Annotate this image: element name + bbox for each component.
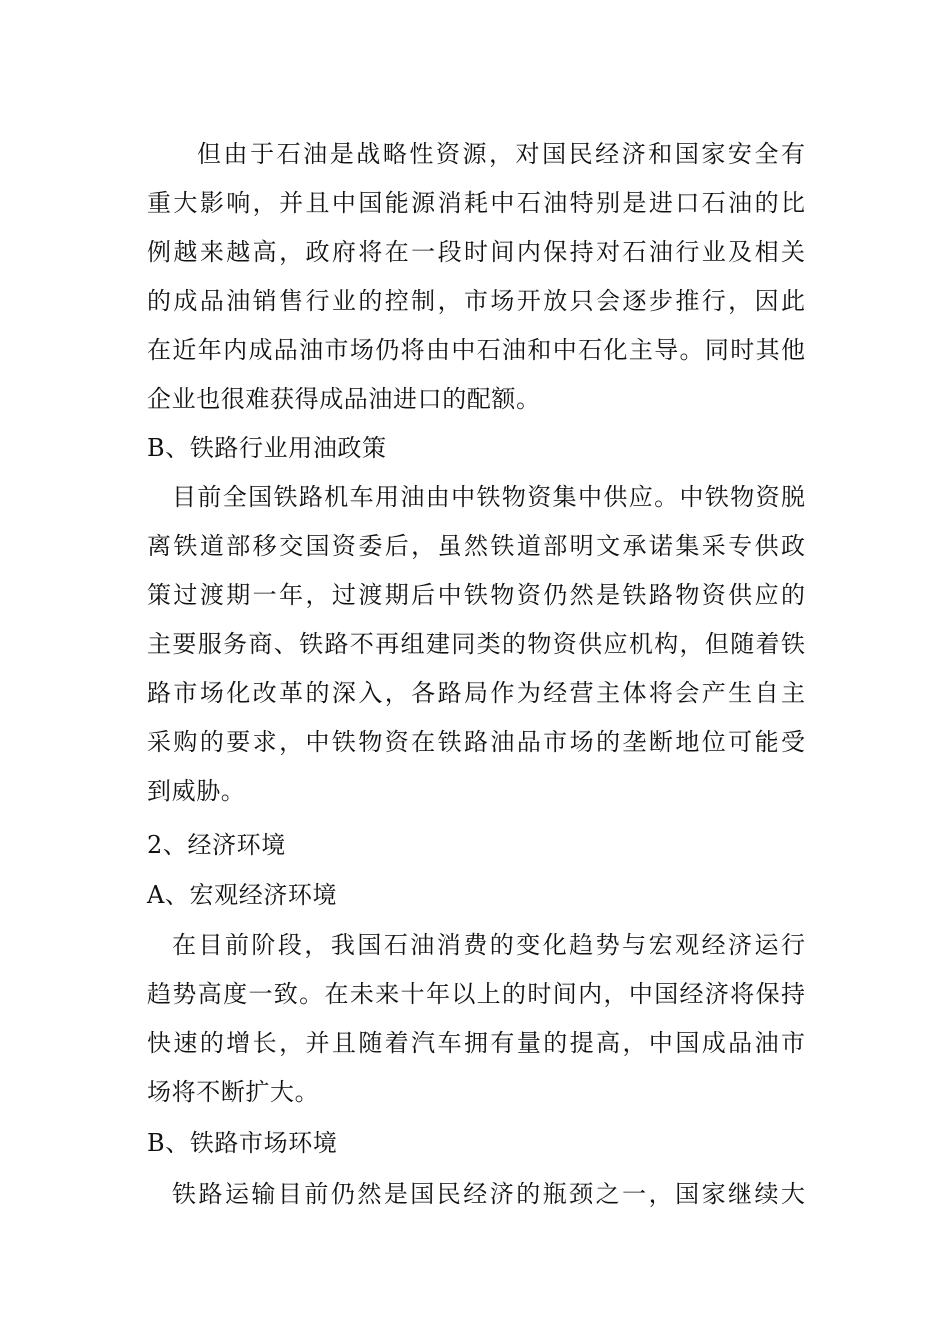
paragraph-2-line-6: 采购的要求，中铁物资在铁路油品市场的垄断地位可能受 (147, 728, 805, 756)
section-heading-railway-market: B、铁路市场环境 (147, 1129, 338, 1157)
paragraph-2-line-4: 主要服务商、铁路不再组建同类的物资供应机构，但随着铁 (147, 630, 805, 658)
paragraph-1-line-4: 的成品油销售行业的控制，市场开放只会逐步推行，因此 (147, 287, 805, 315)
section-heading-economic-environment: 2、经济环境 (147, 831, 286, 859)
paragraph-2-line-2: 离铁道部移交国资委后，虽然铁道部明文承诺集采专供政 (147, 532, 805, 560)
paragraph-3-line-1: 在目前阶段，我国石油消费的变化趋势与宏观经济运行 (172, 931, 805, 959)
paragraph-3-line-4: 场将不断扩大。 (147, 1078, 320, 1106)
paragraph-4-line-1: 铁路运输目前仍然是国民经济的瓶颈之一，国家继续大 (172, 1180, 805, 1208)
paragraph-2-line-5: 路市场化改革的深入，各路局作为经营主体将会产生自主 (147, 679, 805, 707)
paragraph-1-line-2: 重大影响，并且中国能源消耗中石油特别是进口石油的比 (147, 189, 805, 217)
paragraph-3-line-2: 趋势高度一致。在未来十年以上的时间内，中国经济将保持 (147, 980, 805, 1008)
paragraph-2-line-1: 目前全国铁路机车用油由中铁物资集中供应。中铁物资脱 (172, 483, 805, 511)
paragraph-2-line-3: 策过渡期一年，过渡期后中铁物资仍然是铁路物资供应的 (147, 581, 805, 609)
section-heading-railway-oil-policy: B、铁路行业用油政策 (147, 434, 387, 462)
paragraph-2-line-7: 到威胁。 (147, 777, 246, 805)
paragraph-1-line-5: 在近年内成品油市场仍将由中石油和中石化主导。同时其他 (147, 336, 805, 364)
paragraph-1-line-1: 但由于石油是战略性资源，对国民经济和国家安全有 (197, 140, 805, 168)
section-heading-macro-economy: A、宏观经济环境 (147, 881, 338, 909)
paragraph-3-line-3: 快速的增长，并且随着汽车拥有量的提高，中国成品油市 (147, 1029, 805, 1057)
paragraph-1-line-6: 企业也很难获得成品油进口的配额。 (147, 385, 541, 413)
paragraph-1-line-3: 例越来越高，政府将在一段时间内保持对石油行业及相关 (147, 238, 805, 266)
